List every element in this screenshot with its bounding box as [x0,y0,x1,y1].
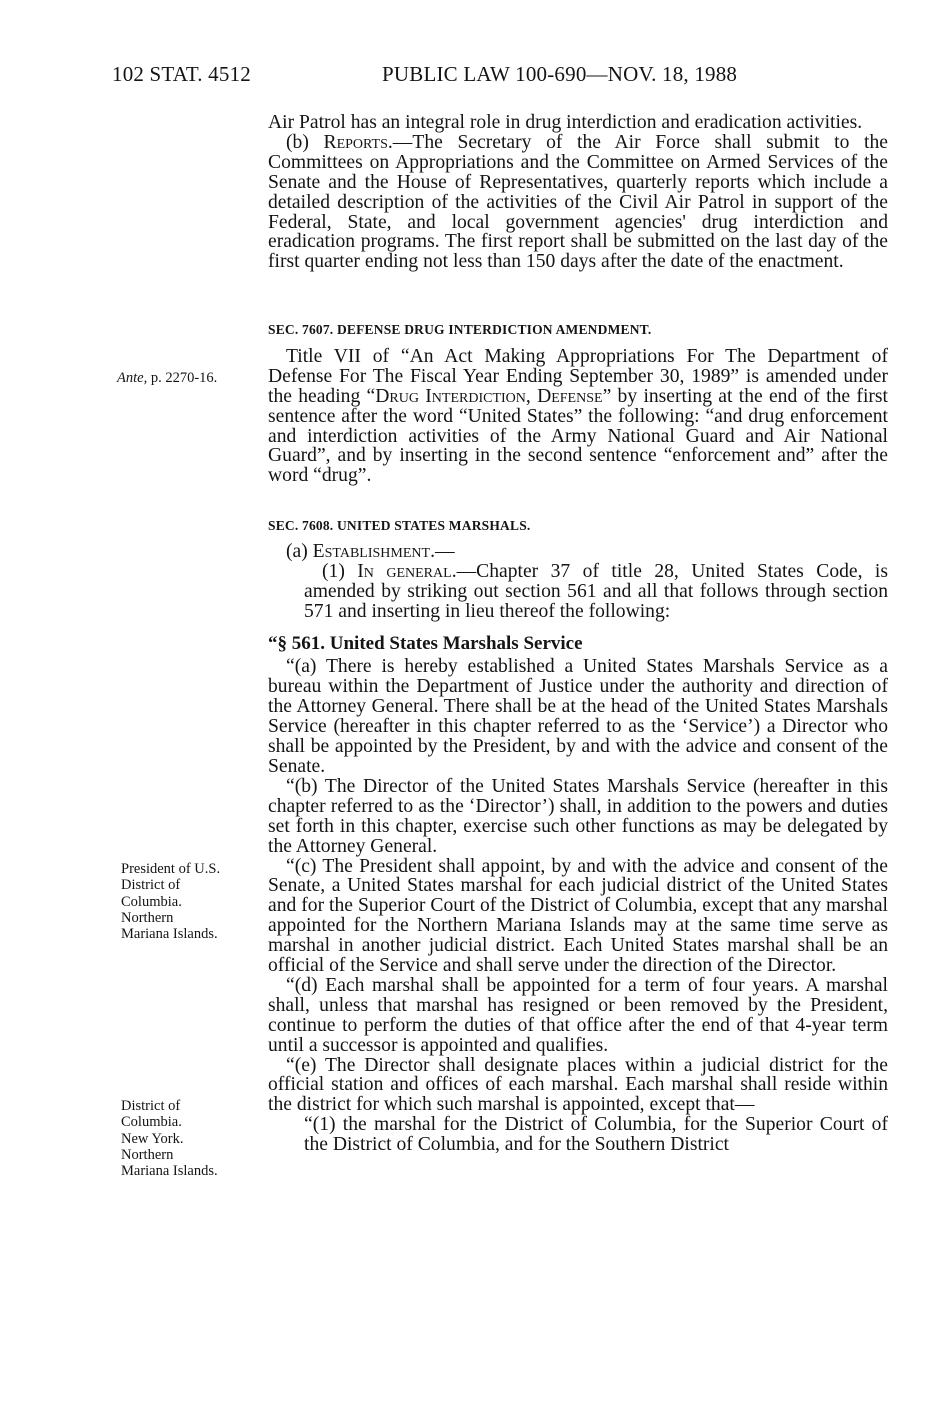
subsection-a-heading: Establishment [312,540,431,562]
margin-note-line: Northern [121,909,174,926]
paragraph-561-c: “(c) The President shall appoint, by and with the advice and consent of the Senate, a United States marshal for each judicial district of the United States and for the Superior Court of the District of Columbia, except that any marshal appointed for the Northern Mariana Islands may at the same time serve as marshal in another judicial district. Each United States marshal shall be an official of the Service and shall serve under the direction of the Director. [268,855,888,977]
paragraph-air-patrol: Air Patrol has an integral role in drug interdiction and eradication activities. [268,112,863,133]
paragraph-1-heading: In general [357,560,452,582]
paragraph-561-e: “(e) The Director shall designate places within a judicial district for the official station and offices of each marshal. Each marshal shall reside within the district for which such marshal is appointed, except that— [268,1054,888,1116]
margin-note-group-2 [121,1098,261,1179]
section-561-title: “§ 561. United States Marshals Service [268,632,583,654]
margin-note-line: Northern [121,1146,174,1163]
page-stat-number: 102 STAT. 4512 [112,62,251,86]
paragraph-reports [268,133,888,272]
section-7607-heading-ref: Drug Interdiction, Defense [375,385,603,407]
section-7607-text [268,347,888,486]
section-7607-heading: SEC. 7607. DEFENSE DRUG INTERDICTION AMENDMENT. [268,322,652,337]
reports-heading: Reports [323,131,388,153]
paragraph-561-d: “(d) Each marshal shall be appointed for a term of four years. A marshal shall, unless that marshal has resigned or been removed by the President, continue to perform the duties of that office after the end of that 4-year term until a successor is appointed and qualifies. [268,974,888,1056]
reports-text: .—The Secretary of the Air Force shall submit to the Committees on Appropriations and the Committee on Armed Services of the Senate and the House of Representatives, quarterly reports which include a detailed description of the activities of the Civil Air Patrol in support of the Federal, State, and local government agencies' drug interdiction and eradication programs. The first report shall be submitted on the last day of the first quarter ending not less than 150 days after the date of the enactment. [268,131,888,273]
margin-note-line: District of [121,1098,181,1114]
paragraph-1-text: .—Chapter 37 of title 28, United States Code, is amended by striking out section 561 and all that follows through section 571 and inserting in lieu thereof the following: [304,560,889,622]
paragraph-1-in-general [268,562,888,622]
section-7608-heading: SEC. 7608. UNITED STATES MARSHALS. [268,518,531,533]
subsection-a-dash: .— [430,540,455,562]
margin-note-ante-ref: p. 2270-16. [147,370,218,386]
paragraph-561-e-1: “(1) the marshal for the District of Columbia, for the Superior Court of the District of Columbia, and for the Southern District [304,1114,888,1156]
paragraph-1-prefix: (1) [322,560,358,582]
subsection-a-establishment [268,542,888,562]
margin-note-line: Columbia. [121,893,182,910]
margin-note-line: Mariana Islands. [121,1163,218,1180]
margin-note-group-1 [121,861,261,942]
subsection-a-prefix: (a) [286,540,313,562]
margin-note-line: District of [121,877,181,894]
margin-note-ante [117,370,257,386]
block-reports [268,113,888,272]
reports-prefix: (b) [286,131,324,153]
margin-note-line: Columbia. [121,1114,182,1131]
section-7607-text-part-2: ” by inserting at the end of the first sentence after the word “United States” the following: “and drug enforcement and interdiction activities of the Army National Guard and Air National Guard”, and by inserting in the second sentence “enforcement and” after the word “drug”. [268,385,888,487]
section-7607-text-part-1: Title VII of “An Act Making Appropriations For The Department of Defense For The Fiscal Year Ending September 30, 1989” is amended under the heading “ [268,345,888,407]
section-7608 [268,516,888,1155]
paragraph-561-b: “(b) The Director of the United States Marshals Service (hereafter in this chapter referred to as the ‘Director’) shall, in addition to the powers and duties set forth in this chapter, exercise such other functions as may be delegated by the Attorney General. [268,775,888,857]
margin-note-line: President of U.S. [121,861,221,877]
margin-note-ante-label: Ante, [117,370,148,386]
margin-note-line: Mariana Islands. [121,926,218,943]
section-7607 [268,320,888,486]
paragraph-561-a: “(a) There is hereby established a United States Marshals Service as a bureau within the Department of Justice under the authority and direction of the Attorney General. There shall be at the head of the United States Marshals Service (hereafter in this chapter referred to as the ‘Service’) a Director who shall be appointed by the President, by and with the advice and consent of the Senate. [268,656,888,777]
page-running-title: PUBLIC LAW 100-690—NOV. 18, 1988 [382,62,738,86]
margin-note-line: New York. [121,1130,184,1147]
